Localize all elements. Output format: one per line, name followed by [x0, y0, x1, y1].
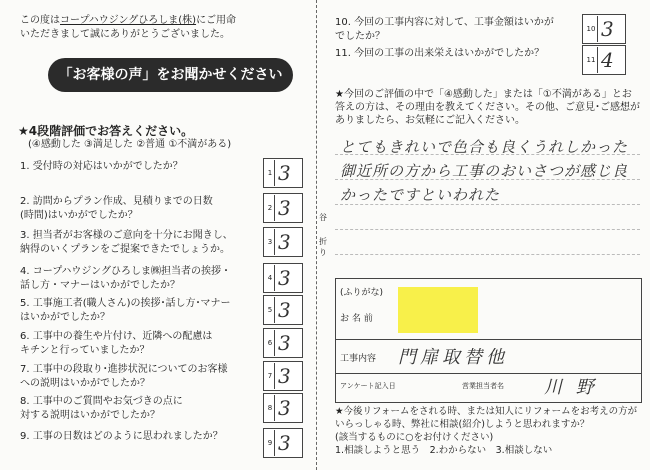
intro-suffix: にご用命 [196, 15, 237, 26]
customer-info-box [335, 278, 642, 403]
question-text: 訪問からプラン作成、見積りまでの日数 (時間)はいかがでしたか？ [20, 196, 213, 221]
staff-value: 川 野 [544, 377, 598, 398]
intro-prefix: この度は [20, 15, 60, 26]
question-item [20, 229, 255, 257]
answer-box-number: 3 [266, 229, 275, 255]
question-number: 4. [20, 266, 30, 277]
customer-voice-banner: 「お客様の声」をお聞かせください [48, 58, 293, 92]
handwritten-answer: 3 [278, 431, 291, 455]
referral-note: (該当するものに○をお付けください) [335, 432, 494, 443]
handwritten-answer: 3 [278, 331, 291, 355]
handwritten-comment-3: かったですといわれた [340, 186, 501, 204]
answer-box[interactable] [263, 227, 303, 257]
question-text: 工事中の段取り･進捗状況についてのお客様 への説明はいかがでしたか？ [20, 364, 228, 389]
work-row [336, 339, 641, 374]
answer-box-number: 6 [266, 330, 275, 356]
handwritten-answer: 4 [601, 48, 614, 72]
intro-text [20, 14, 310, 42]
question-item [20, 297, 255, 325]
answer-box-number: 10 [585, 16, 598, 42]
question-number: 8. [20, 396, 30, 407]
handwritten-answer: 3 [278, 396, 291, 420]
question-item [20, 363, 255, 391]
question-item [20, 430, 255, 444]
name-label: お 名 前 [340, 314, 373, 324]
handwritten-answer: 3 [278, 298, 291, 322]
answer-box[interactable] [263, 263, 303, 293]
company-name: コープハウジングひろしま(株) [60, 15, 197, 26]
redacted-name [398, 287, 478, 333]
question-number: 9. [20, 431, 30, 442]
question-text: 担当者がお客様のご意向を十分にお聞きし、 納得のいくプランをご提案できたでしょうか。 [20, 230, 233, 255]
handwritten-answer: 3 [278, 196, 291, 220]
answer-box-number: 7 [266, 363, 275, 389]
question-text: 今回の工事の出来栄えはいかがでしたか？ [354, 48, 545, 59]
question-text: 受付時の対応はいかがでしたか？ [32, 161, 183, 172]
answer-box-number: 4 [266, 265, 275, 291]
referral-options: 1.相談しようと思う 2.わからない 3.相談しない [335, 445, 553, 456]
question-number: 11. [335, 48, 351, 59]
question-text: コープハウジングひろしま㈱担当者の挨拶・ 話し方・マナーはいかがでしたか？ [20, 266, 231, 291]
handwritten-comment-1: とてもきれいで色合も良くうれしかった [340, 138, 629, 156]
answer-box[interactable] [582, 14, 626, 44]
question-text: 工事の日数はどのように思われましたか？ [32, 431, 223, 442]
answer-box[interactable] [263, 393, 303, 423]
handwritten-answer: 3 [601, 17, 614, 41]
question-number: 1. [20, 161, 30, 172]
name-row [336, 279, 641, 340]
fold-label: 谷 [319, 213, 327, 222]
handwritten-answer: 3 [278, 230, 291, 254]
question-item [20, 195, 255, 223]
question-item [20, 265, 255, 293]
evaluation-title: ★4段階評価でお答えください。 [18, 124, 194, 138]
survey-date-label: アンケート記入日 [340, 382, 396, 390]
furigana-label: (ふりがな) [340, 288, 384, 298]
answer-box-number: 1 [266, 160, 275, 186]
fold-line [316, 0, 318, 470]
handwritten-comment-2: 御近所の方から工事のおいさつが感じ良 [340, 162, 629, 180]
handwritten-answer: 3 [278, 266, 291, 290]
answer-box[interactable] [263, 158, 303, 188]
comment-line [335, 205, 640, 230]
question-item [335, 16, 565, 44]
answer-box[interactable] [263, 328, 303, 358]
question-item [335, 47, 565, 61]
question-text: 工事施工者(職人さん)の挨拶･話し方･マナー はいかがでしたか？ [20, 298, 231, 323]
answer-box[interactable] [263, 361, 303, 391]
question-number: 2. [20, 196, 30, 207]
fold-label-2: 折り [319, 237, 327, 257]
answer-box[interactable] [263, 428, 303, 458]
evaluation-legend: (④感動した ③満足した ②普通 ①不満がある) [28, 139, 232, 150]
answer-box[interactable] [263, 193, 303, 223]
question-item [20, 395, 255, 423]
answer-box[interactable] [263, 295, 303, 325]
question-number: 5. [20, 298, 30, 309]
handwritten-answer: 3 [278, 161, 291, 185]
referral-question [335, 405, 640, 457]
question-number: 7. [20, 364, 30, 375]
question-text: 工事中のご質問やお気づきの点に 対する説明はいかがでしたか？ [20, 396, 183, 421]
survey-row [336, 373, 641, 401]
question-text: 今回の工事内容に対して、工事金額はいかが でしたか？ [335, 17, 554, 42]
answer-box-number: 9 [266, 430, 275, 456]
question-number: 10. [335, 17, 351, 28]
answer-box[interactable] [582, 45, 626, 75]
comment-line [335, 230, 640, 255]
answer-box-number: 2 [266, 195, 275, 221]
answer-box-number: 11 [585, 47, 598, 73]
answer-box-number: 8 [266, 395, 275, 421]
question-text: 工事中の養生や片付け、近隣への配慮は キチンと行っていましたか？ [20, 331, 213, 356]
handwritten-answer: 3 [278, 364, 291, 388]
question-number: 6. [20, 331, 30, 342]
comment-title: ★今回のご評価の中で「④感動した」または「①不満がある」とお答えの方は、その理由を教えてください。その他、ご意見･ご感想がありましたら、お気軽にご記入ください。 [335, 89, 640, 126]
question-number: 3. [20, 230, 30, 241]
work-value: 門扉取替他 [398, 347, 508, 368]
staff-label: 営業担当者名 [462, 382, 504, 390]
answer-box-number: 5 [266, 297, 275, 323]
work-label: 工事内容 [340, 354, 377, 364]
referral-title: ★今後リフォームをされる時、または知人にリフォームをお考えの方がいらっしゃる時、弊社に相談(紹介)しようと思われますか？ [335, 406, 638, 430]
question-item [20, 330, 255, 358]
question-item [20, 160, 255, 174]
intro-line2: いただきまして誠にありがとうございました。 [20, 29, 230, 40]
